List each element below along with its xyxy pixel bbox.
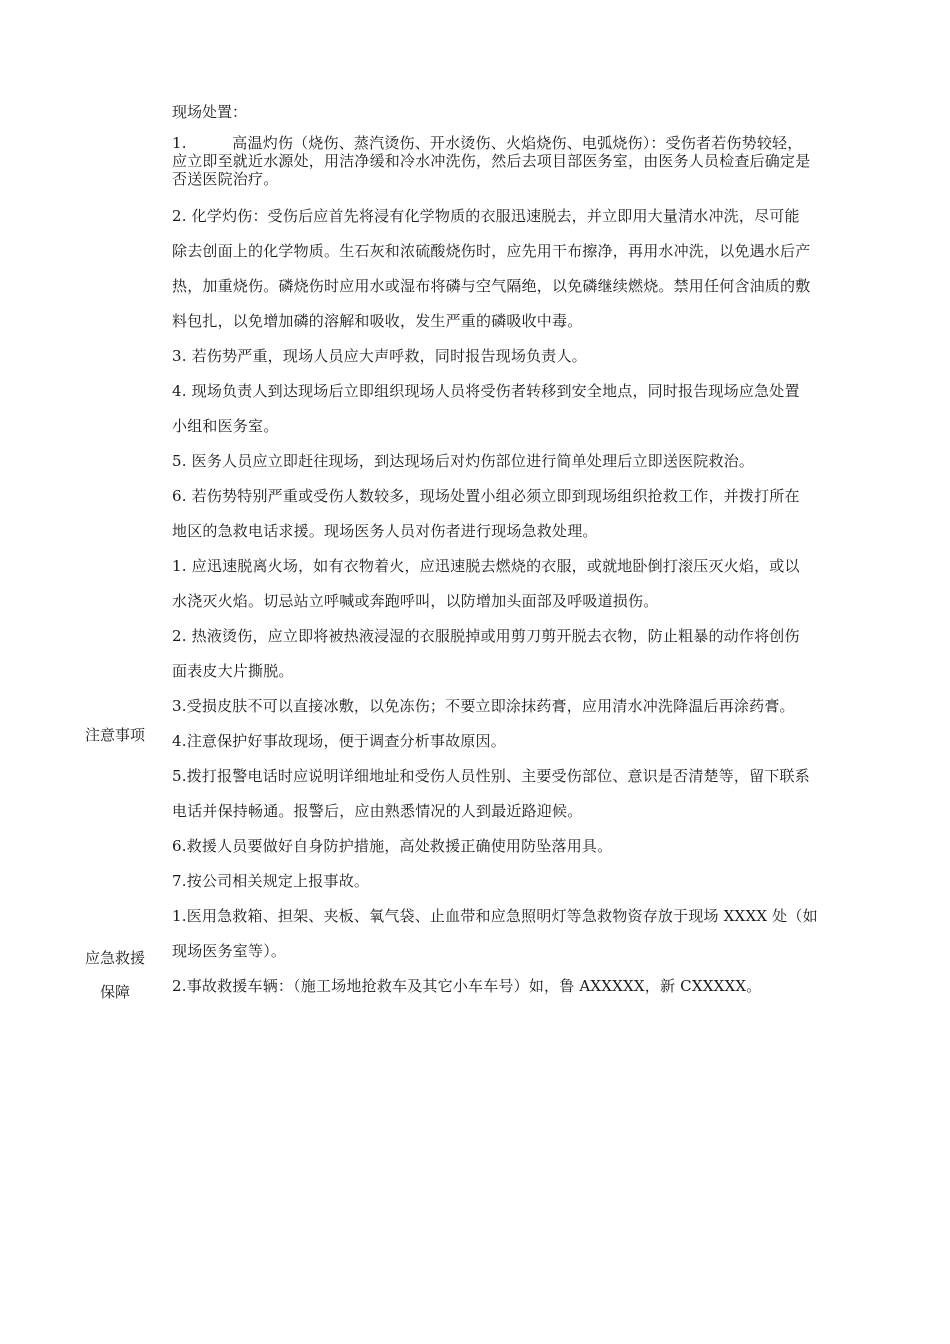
text-line: 2. 化学灼伤：受伤后应首先将浸有化学物质的衣服迅速脱去，并立即用大量清水冲洗，尽可能 (172, 207, 800, 225)
text-line: 1. 高温灼伤（烧伤、蒸汽烫伤、开水烫伤、火焰烧伤、电弧烧伤）：受伤者若伤势较轻， (172, 134, 803, 152)
text-line: 6.救援人员要做好自身防护措施，高处救援正确使用防坠落用具。 (172, 837, 613, 855)
text-line: 4. 现场负责人到达现场后立即组织现场人员将受伤者转移到安全地点，同时报告现场应急处置 (172, 382, 800, 400)
text-line: 面表皮大片撕脱。 (172, 662, 294, 680)
text-line: 1.医用急救箱、担架、夹板、氧气袋、止血带和应急照明灯等急救物资存放于现场 XXXX 处（如 (172, 907, 818, 925)
text-line: 电话并保持畅通。报警后，应由熟悉情况的人到最近路迎候。 (172, 802, 583, 820)
text-line: 热，加重烧伤。磷烧伤时应用水或湿布将磷与空气隔绝，以免磷继续燃烧。禁用任何含油质的敷 (172, 277, 811, 295)
text-line: 6. 若伤势特别严重或受伤人数较多，现场处置小组必须立即到现场组织抢救工作，并拨打所在 (172, 487, 800, 505)
text-line: 应立即至就近水源处，用洁净缓和冷水冲洗伤，然后去项目部医务室，由医务人员检查后确定是 (172, 152, 811, 170)
body-lines (172, 199, 884, 1004)
text-line: 1. 应迅速脱离火场，如有衣物着火，应迅速脱去燃烧的衣服，或就地卧倒打滚压灭火焰，或以 (172, 557, 800, 575)
label-emergency-guarantee-line2: 保障 (99, 983, 130, 1001)
text-line: 料包扎，以免增加磷的溶解和吸收，发生严重的磷吸收中毒。 (172, 312, 583, 330)
text-line: 7.按公司相关规定上报事故。 (172, 872, 370, 890)
text-line: 现场医务室等）。 (172, 942, 287, 960)
text-line: 5. 医务人员应立即赶往现场，到达现场后对灼伤部位进行简单处理后立即送医院救治。 (172, 452, 755, 470)
text-line: 3. 若伤势严重，现场人员应大声呼救，同时报告现场负责人。 (172, 347, 587, 365)
label-notes: 注意事项 (84, 726, 145, 744)
section-heading: 现场处置： (172, 103, 248, 121)
text-line: 否送医院治疗。 (172, 170, 279, 188)
content-column (172, 100, 884, 1004)
text-line: 地区的急救电话求援。现场医务人员对伤者进行现场急救处理。 (172, 522, 598, 540)
text-line: 2. 热液烫伤，应立即将被热液浸湿的衣服脱掉或用剪刀剪开脱去衣物，防止粗暴的动作将创伤 (172, 627, 800, 645)
text-line: 4.注意保护好事故现场，便于调查分析事故原因。 (172, 732, 506, 750)
text-line: 5.拨打报警电话时应说明详细地址和受伤人员性别、主要受伤部位、意识是否清楚等，留下联系 (172, 767, 810, 785)
label-emergency-guarantee-line1: 应急救援 (84, 949, 145, 967)
text-line: 2.事故救援车辆：（施工场地抢救车及其它小车车号）如，鲁 AXXXXX，新 CXXXXX。 (172, 977, 762, 995)
text-line: 小组和医务室。 (172, 417, 279, 435)
item-high-temp-burn (172, 134, 884, 188)
text-line: 3.受损皮肤不可以直接冰敷，以免冻伤；不要立即涂抹药膏，应用清水冲洗降温后再涂药膏。 (172, 697, 795, 715)
text-line: 除去创面上的化学物质。生石灰和浓硫酸烧伤时，应先用干布擦净，再用水冲洗，以免遇水后产 (172, 242, 811, 260)
text-line: 水浇灭火焰。切忌站立呼喊或奔跑呼叫，以防增加头面部及呼吸道损伤。 (172, 592, 659, 610)
